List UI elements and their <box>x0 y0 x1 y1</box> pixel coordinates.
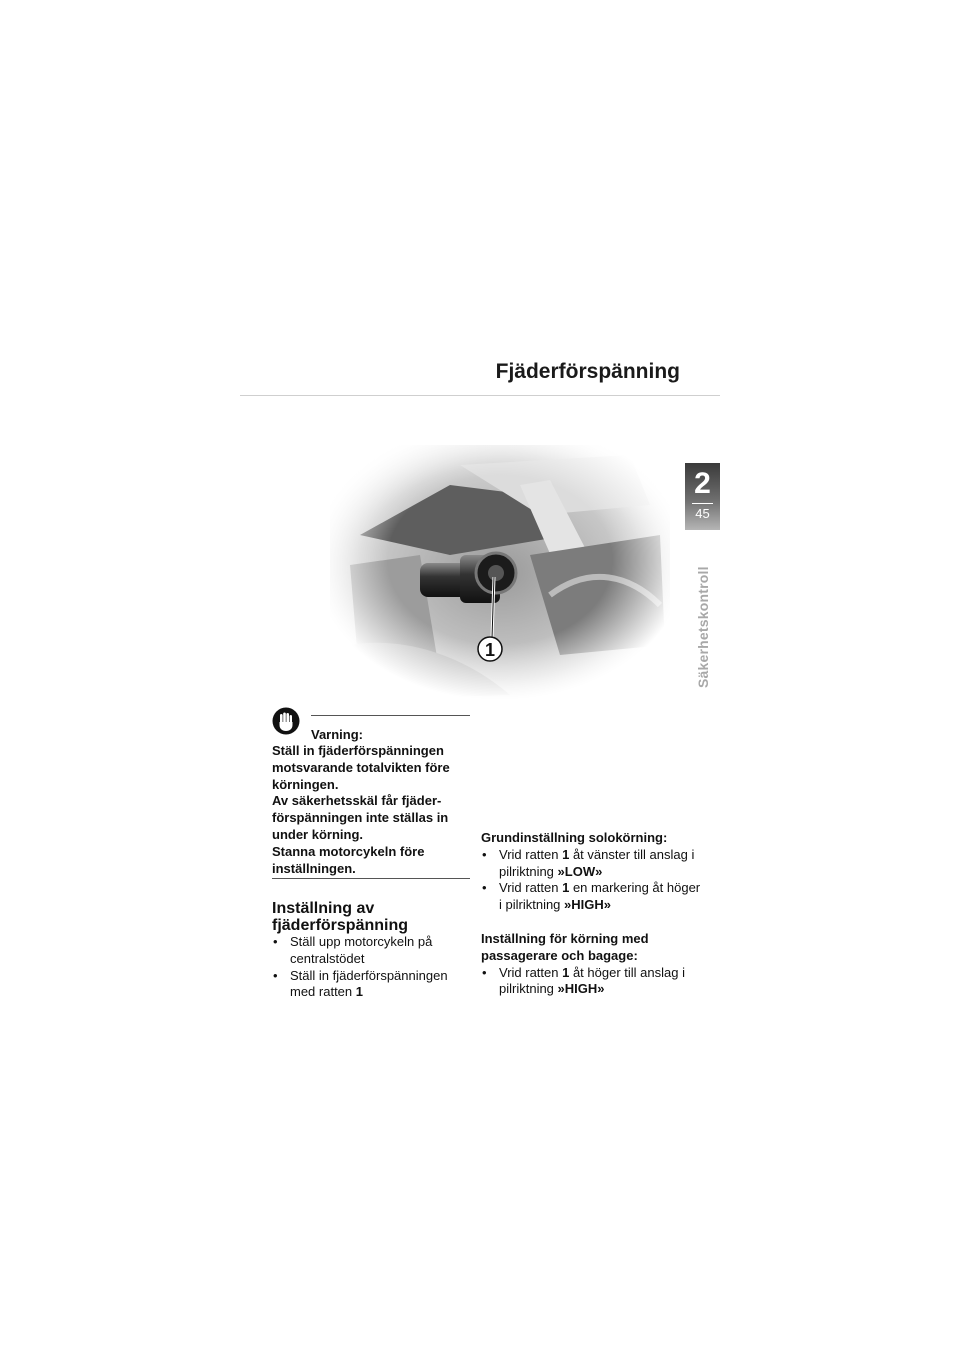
page-number: 45 <box>695 506 710 521</box>
warning-paragraph: Ställ in fjäderförspänningen motsvarande totalvikten före körningen. <box>272 743 450 792</box>
chapter-tab-divider <box>692 503 713 504</box>
figure-callout: 1 <box>484 640 496 660</box>
solo-heading: Grundinställning solokörning: <box>481 830 668 845</box>
step-text: åt vänster till anslag i pilriktning <box>499 846 695 879</box>
section-heading: Inställning av fjäderförspänning <box>272 900 409 934</box>
knob-reference: 1 <box>562 880 570 896</box>
direction-tag: »LOW» <box>557 863 603 879</box>
warning-paragraph: Av säkerhetsskäl får fjäder-förspänningen inte ställas in under körning. <box>272 793 449 842</box>
step-text: Ställ in fjäderförspänningen med ratten <box>290 967 448 1000</box>
list-item <box>272 934 472 968</box>
knob-reference: 1 <box>355 984 363 1000</box>
warning-top-rule <box>311 715 470 716</box>
direction-tag: »HIGH» <box>557 981 605 997</box>
list-item <box>272 968 472 1002</box>
chapter-tab <box>685 463 720 530</box>
step-text: Vrid ratten <box>499 846 563 862</box>
page-title: Fjäderförspänning <box>495 360 680 383</box>
preload-settings <box>481 830 701 998</box>
chapter-number: 2 <box>694 467 711 500</box>
step-text: en markering åt höger i pilriktning <box>499 880 701 913</box>
warning-bottom-rule <box>272 878 470 879</box>
list-item <box>481 965 701 999</box>
section-side-label: Säkerhetskontroll <box>695 566 711 688</box>
warning-body <box>272 743 472 877</box>
step-text: Vrid ratten <box>499 964 563 980</box>
warning-title: Varning: <box>311 727 364 742</box>
step-text: Ställ upp motorcykeln på centralstödet <box>290 934 433 966</box>
direction-tag: »HIGH» <box>564 897 611 913</box>
hand-warning-icon <box>272 707 300 735</box>
setup-steps <box>272 934 472 1001</box>
list-item <box>481 847 701 881</box>
title-divider <box>240 395 720 396</box>
knob-reference: 1 <box>562 964 570 980</box>
list-item <box>481 880 701 914</box>
passenger-heading: Inställning för körning med passagerare och bagage: <box>481 930 649 963</box>
knob-reference: 1 <box>562 846 570 862</box>
step-text: Vrid ratten <box>499 880 563 896</box>
warning-paragraph: Stanna motorcykeln före inställningen. <box>272 843 425 876</box>
step-text: åt höger till anslag i pilriktning <box>499 964 685 997</box>
spring-preload-knob-photo <box>330 445 670 700</box>
